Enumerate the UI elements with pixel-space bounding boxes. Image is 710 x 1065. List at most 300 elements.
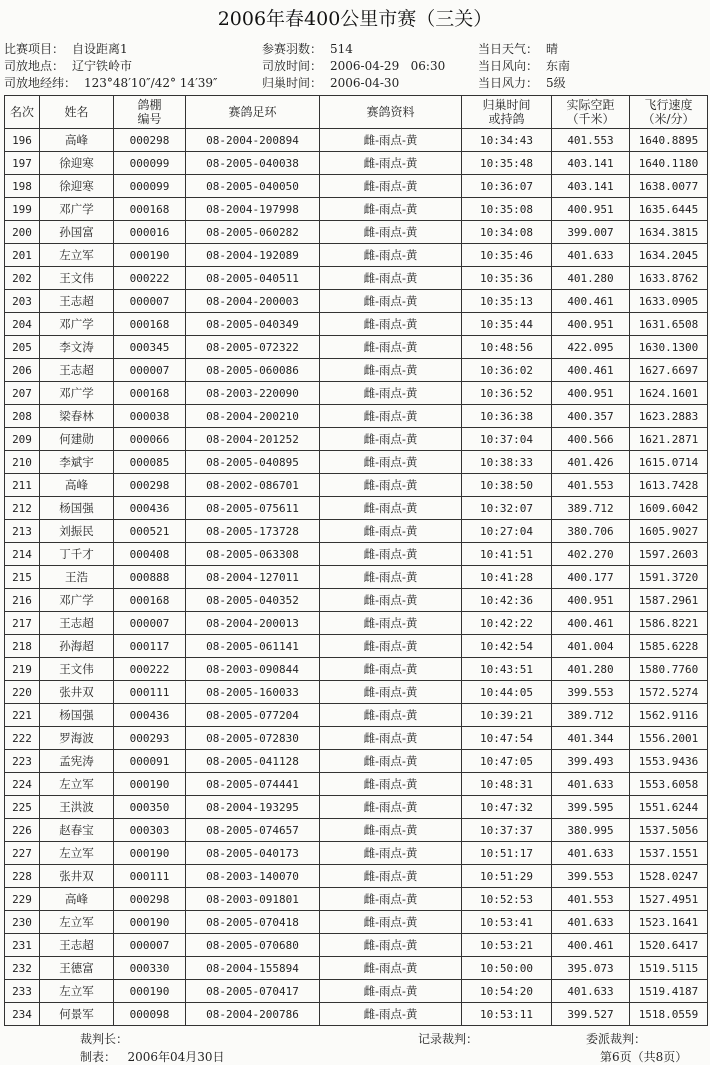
cell-return-time: 10:35:13: [462, 290, 552, 313]
cell-rank: 230: [5, 911, 40, 934]
cell-return-time: 10:39:21: [462, 704, 552, 727]
cell-pigeon-info: 雌-雨点-黄: [320, 267, 462, 290]
cell-name: 王志超: [40, 290, 114, 313]
cell-pigeon-info: 雌-雨点-黄: [320, 405, 462, 428]
cell-speed: 1605.9027: [630, 520, 708, 543]
cell-return-time: 10:37:04: [462, 428, 552, 451]
cell-loft-number: 000330: [114, 957, 186, 980]
cell-ring-number: 08-2005-160033: [186, 681, 320, 704]
info-value: 东南: [546, 59, 571, 73]
table-row: [5, 911, 708, 934]
cell-ring-number: 08-2005-040511: [186, 267, 320, 290]
header-name: 姓名: [40, 96, 114, 129]
table-row: [5, 359, 708, 382]
info-value: 辽宁铁岭市: [72, 59, 133, 73]
cell-speed: 1537.5056: [630, 819, 708, 842]
cell-distance: 400.566: [552, 428, 630, 451]
cell-pigeon-info: 雌-雨点-黄: [320, 934, 462, 957]
footer-recorder: 记录裁判：: [418, 1032, 479, 1046]
cell-pigeon-info: 雌-雨点-黄: [320, 819, 462, 842]
cell-ring-number: 08-2003-220090: [186, 382, 320, 405]
cell-distance: 400.951: [552, 382, 630, 405]
cell-return-time: 10:53:41: [462, 911, 552, 934]
cell-rank: 217: [5, 612, 40, 635]
table-row: [5, 589, 708, 612]
cell-pigeon-info: 雌-雨点-黄: [320, 1003, 462, 1026]
table-row: [5, 750, 708, 773]
cell-pigeon-info: 雌-雨点-黄: [320, 520, 462, 543]
cell-pigeon-info: 雌-雨点-黄: [320, 865, 462, 888]
cell-pigeon-info: 雌-雨点-黄: [320, 727, 462, 750]
table-row: [5, 221, 708, 244]
cell-speed: 1585.6228: [630, 635, 708, 658]
cell-pigeon-info: 雌-雨点-黄: [320, 612, 462, 635]
cell-speed: 1638.0077: [630, 175, 708, 198]
cell-name: 赵春宝: [40, 819, 114, 842]
cell-name: 王志超: [40, 359, 114, 382]
info-label: 司放地点：: [4, 59, 65, 73]
info-value: 2006-04-29 06:30: [330, 59, 446, 73]
cell-rank: 226: [5, 819, 40, 842]
table-row: [5, 773, 708, 796]
cell-return-time: 10:41:51: [462, 543, 552, 566]
cell-name: 何景军: [40, 1003, 114, 1026]
cell-speed: 1640.1180: [630, 152, 708, 175]
cell-pigeon-info: 雌-雨点-黄: [320, 336, 462, 359]
cell-speed: 1621.2871: [630, 428, 708, 451]
cell-ring-number: 08-2003-140070: [186, 865, 320, 888]
cell-distance: 399.527: [552, 1003, 630, 1026]
cell-ring-number: 08-2004-193295: [186, 796, 320, 819]
footer-referee: 裁判长：: [80, 1032, 129, 1046]
cell-loft-number: 000111: [114, 865, 186, 888]
cell-name: 邓广学: [40, 382, 114, 405]
cell-ring-number: 08-2005-040038: [186, 152, 320, 175]
cell-speed: 1591.3720: [630, 566, 708, 589]
info-label: 当日天气：: [478, 42, 539, 56]
cell-speed: 1613.7428: [630, 474, 708, 497]
cell-distance: 400.951: [552, 313, 630, 336]
cell-name: 王志超: [40, 934, 114, 957]
cell-loft-number: 000007: [114, 934, 186, 957]
cell-speed: 1630.1300: [630, 336, 708, 359]
cell-speed: 1562.9116: [630, 704, 708, 727]
cell-loft-number: 000222: [114, 658, 186, 681]
cell-return-time: 10:35:36: [462, 267, 552, 290]
cell-distance: 401.633: [552, 911, 630, 934]
cell-return-time: 10:47:05: [462, 750, 552, 773]
cell-pigeon-info: 雌-雨点-黄: [320, 359, 462, 382]
cell-return-time: 10:42:36: [462, 589, 552, 612]
table-row: [5, 612, 708, 635]
cell-loft-number: 000190: [114, 773, 186, 796]
table-row: [5, 290, 708, 313]
cell-name: 王文伟: [40, 267, 114, 290]
info-wind-force: [478, 75, 566, 92]
cell-speed: 1520.6417: [630, 934, 708, 957]
cell-ring-number: 08-2005-070418: [186, 911, 320, 934]
table-row: [5, 313, 708, 336]
cell-name: 邓广学: [40, 198, 114, 221]
cell-return-time: 10:47:54: [462, 727, 552, 750]
cell-return-time: 10:41:28: [462, 566, 552, 589]
cell-rank: 210: [5, 451, 40, 474]
info-label: 当日风向：: [478, 59, 539, 73]
cell-loft-number: 000099: [114, 152, 186, 175]
info-release-location: [4, 58, 132, 75]
cell-rank: 201: [5, 244, 40, 267]
table-row: [5, 405, 708, 428]
table-row: [5, 474, 708, 497]
table-row: [5, 888, 708, 911]
cell-loft-number: 000222: [114, 267, 186, 290]
info-return-time: [262, 75, 399, 92]
cell-name: 徐迎寒: [40, 175, 114, 198]
cell-loft-number: 000408: [114, 543, 186, 566]
cell-speed: 1518.0559: [630, 1003, 708, 1026]
table-row: [5, 842, 708, 865]
info-label: 参赛羽数：: [262, 42, 323, 56]
info-release-coordinates: [4, 75, 218, 92]
cell-distance: 395.073: [552, 957, 630, 980]
table-row: [5, 198, 708, 221]
table-row: [5, 819, 708, 842]
cell-loft-number: 000099: [114, 175, 186, 198]
cell-name: 王浩: [40, 566, 114, 589]
cell-distance: 401.633: [552, 773, 630, 796]
cell-distance: 380.995: [552, 819, 630, 842]
cell-return-time: 10:48:31: [462, 773, 552, 796]
cell-pigeon-info: 雌-雨点-黄: [320, 589, 462, 612]
table-row: [5, 704, 708, 727]
table-row: [5, 566, 708, 589]
cell-rank: 203: [5, 290, 40, 313]
info-release-time: [262, 58, 445, 75]
cell-name: 左立军: [40, 842, 114, 865]
cell-name: 孟宪涛: [40, 750, 114, 773]
cell-distance: 399.493: [552, 750, 630, 773]
cell-speed: 1551.6244: [630, 796, 708, 819]
cell-rank: 225: [5, 796, 40, 819]
info-label: 比赛项目：: [4, 42, 65, 56]
cell-ring-number: 08-2003-091801: [186, 888, 320, 911]
cell-ring-number: 08-2005-070680: [186, 934, 320, 957]
cell-pigeon-info: 雌-雨点-黄: [320, 543, 462, 566]
table-row: [5, 1003, 708, 1026]
cell-ring-number: 08-2005-074441: [186, 773, 320, 796]
cell-name: 张井双: [40, 681, 114, 704]
cell-distance: 401.426: [552, 451, 630, 474]
cell-speed: 1519.4187: [630, 980, 708, 1003]
cell-rank: 197: [5, 152, 40, 175]
cell-distance: 403.141: [552, 175, 630, 198]
cell-name: 何建勋: [40, 428, 114, 451]
cell-loft-number: 000521: [114, 520, 186, 543]
cell-return-time: 10:52:53: [462, 888, 552, 911]
cell-name: 刘振民: [40, 520, 114, 543]
cell-rank: 234: [5, 1003, 40, 1026]
cell-return-time: 10:42:22: [462, 612, 552, 635]
cell-ring-number: 08-2005-040895: [186, 451, 320, 474]
cell-pigeon-info: 雌-雨点-黄: [320, 658, 462, 681]
cell-pigeon-info: 雌-雨点-黄: [320, 773, 462, 796]
cell-pigeon-info: 雌-雨点-黄: [320, 566, 462, 589]
cell-pigeon-info: 雌-雨点-黄: [320, 175, 462, 198]
cell-rank: 213: [5, 520, 40, 543]
cell-speed: 1631.6508: [630, 313, 708, 336]
footer-delegate: 委派裁判：: [586, 1032, 647, 1046]
cell-name: 丁千才: [40, 543, 114, 566]
table-row: [5, 451, 708, 474]
footer-page-number: 第6页（共8页）: [600, 1050, 688, 1064]
cell-distance: 389.712: [552, 704, 630, 727]
table-row: [5, 980, 708, 1003]
cell-speed: 1623.2883: [630, 405, 708, 428]
cell-speed: 1553.6058: [630, 773, 708, 796]
cell-speed: 1553.9436: [630, 750, 708, 773]
table-row: [5, 175, 708, 198]
cell-distance: 400.951: [552, 589, 630, 612]
table-row: [5, 865, 708, 888]
cell-return-time: 10:38:33: [462, 451, 552, 474]
cell-name: 罗海波: [40, 727, 114, 750]
cell-rank: 211: [5, 474, 40, 497]
cell-pigeon-info: 雌-雨点-黄: [320, 796, 462, 819]
cell-rank: 223: [5, 750, 40, 773]
cell-distance: 401.004: [552, 635, 630, 658]
cell-ring-number: 08-2004-201252: [186, 428, 320, 451]
cell-speed: 1597.2603: [630, 543, 708, 566]
cell-ring-number: 08-2004-200013: [186, 612, 320, 635]
cell-pigeon-info: 雌-雨点-黄: [320, 681, 462, 704]
cell-speed: 1519.5115: [630, 957, 708, 980]
cell-rank: 221: [5, 704, 40, 727]
cell-rank: 218: [5, 635, 40, 658]
table-row: [5, 658, 708, 681]
cell-return-time: 10:43:51: [462, 658, 552, 681]
cell-rank: 232: [5, 957, 40, 980]
cell-loft-number: 000190: [114, 911, 186, 934]
cell-loft-number: 000350: [114, 796, 186, 819]
cell-name: 左立军: [40, 911, 114, 934]
info-label: 当日风力：: [478, 76, 539, 90]
cell-pigeon-info: 雌-雨点-黄: [320, 313, 462, 336]
cell-name: 杨国强: [40, 497, 114, 520]
results-body: [5, 129, 708, 1026]
cell-pigeon-info: 雌-雨点-黄: [320, 382, 462, 405]
table-row: [5, 934, 708, 957]
cell-ring-number: 08-2005-063308: [186, 543, 320, 566]
cell-ring-number: 08-2004-127011: [186, 566, 320, 589]
cell-name: 邓广学: [40, 589, 114, 612]
cell-rank: 200: [5, 221, 40, 244]
cell-speed: 1635.6445: [630, 198, 708, 221]
cell-ring-number: 08-2004-200210: [186, 405, 320, 428]
cell-pigeon-info: 雌-雨点-黄: [320, 957, 462, 980]
cell-distance: 389.712: [552, 497, 630, 520]
cell-name: 王志超: [40, 612, 114, 635]
cell-name: 李斌宇: [40, 451, 114, 474]
cell-loft-number: 000168: [114, 382, 186, 405]
cell-pigeon-info: 雌-雨点-黄: [320, 152, 462, 175]
table-header-row: [5, 96, 708, 129]
cell-distance: 401.553: [552, 129, 630, 152]
cell-name: 高峰: [40, 474, 114, 497]
cell-rank: 206: [5, 359, 40, 382]
cell-speed: 1523.1641: [630, 911, 708, 934]
cell-return-time: 10:35:08: [462, 198, 552, 221]
table-row: [5, 428, 708, 451]
table-row: [5, 497, 708, 520]
cell-distance: 399.553: [552, 681, 630, 704]
cell-return-time: 10:35:44: [462, 313, 552, 336]
cell-rank: 219: [5, 658, 40, 681]
cell-return-time: 10:51:29: [462, 865, 552, 888]
cell-rank: 220: [5, 681, 40, 704]
cell-name: 高峰: [40, 129, 114, 152]
cell-distance: 422.095: [552, 336, 630, 359]
info-wind-direction: [478, 58, 570, 75]
cell-loft-number: 000345: [114, 336, 186, 359]
cell-distance: 399.007: [552, 221, 630, 244]
cell-ring-number: 08-2005-072830: [186, 727, 320, 750]
cell-name: 王文伟: [40, 658, 114, 681]
cell-ring-number: 08-2002-086701: [186, 474, 320, 497]
header-return-time: 归巢时间 或持鸽: [462, 96, 552, 129]
cell-distance: 399.595: [552, 796, 630, 819]
cell-loft-number: 000066: [114, 428, 186, 451]
cell-rank: 216: [5, 589, 40, 612]
cell-loft-number: 000111: [114, 681, 186, 704]
cell-ring-number: 08-2005-072322: [186, 336, 320, 359]
cell-pigeon-info: 雌-雨点-黄: [320, 474, 462, 497]
cell-loft-number: 000168: [114, 589, 186, 612]
cell-speed: 1627.6697: [630, 359, 708, 382]
table-row: [5, 382, 708, 405]
cell-distance: 400.177: [552, 566, 630, 589]
cell-pigeon-info: 雌-雨点-黄: [320, 635, 462, 658]
cell-ring-number: 08-2004-197998: [186, 198, 320, 221]
cell-return-time: 10:35:46: [462, 244, 552, 267]
cell-loft-number: 000298: [114, 474, 186, 497]
cell-rank: 228: [5, 865, 40, 888]
cell-distance: 380.706: [552, 520, 630, 543]
cell-name: 邓广学: [40, 313, 114, 336]
info-value: 5级: [546, 76, 566, 90]
cell-name: 王洪波: [40, 796, 114, 819]
cell-distance: 400.461: [552, 359, 630, 382]
cell-distance: 401.633: [552, 842, 630, 865]
info-weather: [478, 41, 558, 58]
cell-speed: 1586.8221: [630, 612, 708, 635]
header-rank: 名次: [5, 96, 40, 129]
cell-loft-number: 000007: [114, 612, 186, 635]
cell-ring-number: 08-2005-075611: [186, 497, 320, 520]
cell-rank: 214: [5, 543, 40, 566]
cell-name: 徐迎寒: [40, 152, 114, 175]
cell-loft-number: 000007: [114, 359, 186, 382]
cell-return-time: 10:54:20: [462, 980, 552, 1003]
header-distance: 实际空距 （千米）: [552, 96, 630, 129]
cell-rank: 208: [5, 405, 40, 428]
cell-loft-number: 000038: [114, 405, 186, 428]
cell-distance: 399.553: [552, 865, 630, 888]
cell-rank: 212: [5, 497, 40, 520]
cell-speed: 1609.6042: [630, 497, 708, 520]
cell-loft-number: 000098: [114, 1003, 186, 1026]
cell-speed: 1580.7760: [630, 658, 708, 681]
cell-name: 杨国强: [40, 704, 114, 727]
cell-pigeon-info: 雌-雨点-黄: [320, 244, 462, 267]
cell-distance: 400.461: [552, 290, 630, 313]
cell-rank: 215: [5, 566, 40, 589]
info-value: 2006-04-30: [330, 76, 400, 90]
cell-distance: 400.357: [552, 405, 630, 428]
cell-return-time: 10:51:17: [462, 842, 552, 865]
info-entries: [262, 41, 353, 58]
info-label: 司放地经纬：: [4, 76, 77, 90]
cell-distance: 401.633: [552, 980, 630, 1003]
cell-speed: 1556.2001: [630, 727, 708, 750]
cell-ring-number: 08-2004-200003: [186, 290, 320, 313]
cell-distance: 401.280: [552, 267, 630, 290]
cell-loft-number: 000888: [114, 566, 186, 589]
table-row: [5, 267, 708, 290]
cell-return-time: 10:36:02: [462, 359, 552, 382]
table-row: [5, 635, 708, 658]
cell-ring-number: 08-2003-090844: [186, 658, 320, 681]
table-row: [5, 129, 708, 152]
cell-rank: 204: [5, 313, 40, 336]
cell-distance: 401.553: [552, 474, 630, 497]
cell-return-time: 10:48:56: [462, 336, 552, 359]
cell-return-time: 10:44:05: [462, 681, 552, 704]
cell-rank: 207: [5, 382, 40, 405]
cell-loft-number: 000091: [114, 750, 186, 773]
cell-return-time: 10:34:08: [462, 221, 552, 244]
cell-rank: 222: [5, 727, 40, 750]
cell-ring-number: 08-2005-077204: [186, 704, 320, 727]
cell-rank: 231: [5, 934, 40, 957]
cell-distance: 403.141: [552, 152, 630, 175]
cell-loft-number: 000436: [114, 497, 186, 520]
table-row: [5, 336, 708, 359]
cell-ring-number: 08-2005-040173: [186, 842, 320, 865]
cell-distance: 402.270: [552, 543, 630, 566]
cell-loft-number: 000298: [114, 888, 186, 911]
cell-speed: 1634.3815: [630, 221, 708, 244]
cell-speed: 1633.8762: [630, 267, 708, 290]
info-value: 自设距离1: [72, 42, 128, 56]
table-row: [5, 520, 708, 543]
cell-distance: 401.633: [552, 244, 630, 267]
cell-name: 王德富: [40, 957, 114, 980]
cell-return-time: 10:36:38: [462, 405, 552, 428]
cell-pigeon-info: 雌-雨点-黄: [320, 221, 462, 244]
info-value: 514: [330, 42, 353, 56]
cell-speed: 1527.4951: [630, 888, 708, 911]
cell-rank: 227: [5, 842, 40, 865]
header-loft-number: 鸽棚 编号: [114, 96, 186, 129]
cell-pigeon-info: 雌-雨点-黄: [320, 497, 462, 520]
cell-speed: 1640.8895: [630, 129, 708, 152]
cell-name: 高峰: [40, 888, 114, 911]
cell-return-time: 10:32:07: [462, 497, 552, 520]
table-row: [5, 244, 708, 267]
cell-pigeon-info: 雌-雨点-黄: [320, 750, 462, 773]
header-ring-number: 赛鸽足环: [186, 96, 320, 129]
cell-return-time: 10:53:11: [462, 1003, 552, 1026]
